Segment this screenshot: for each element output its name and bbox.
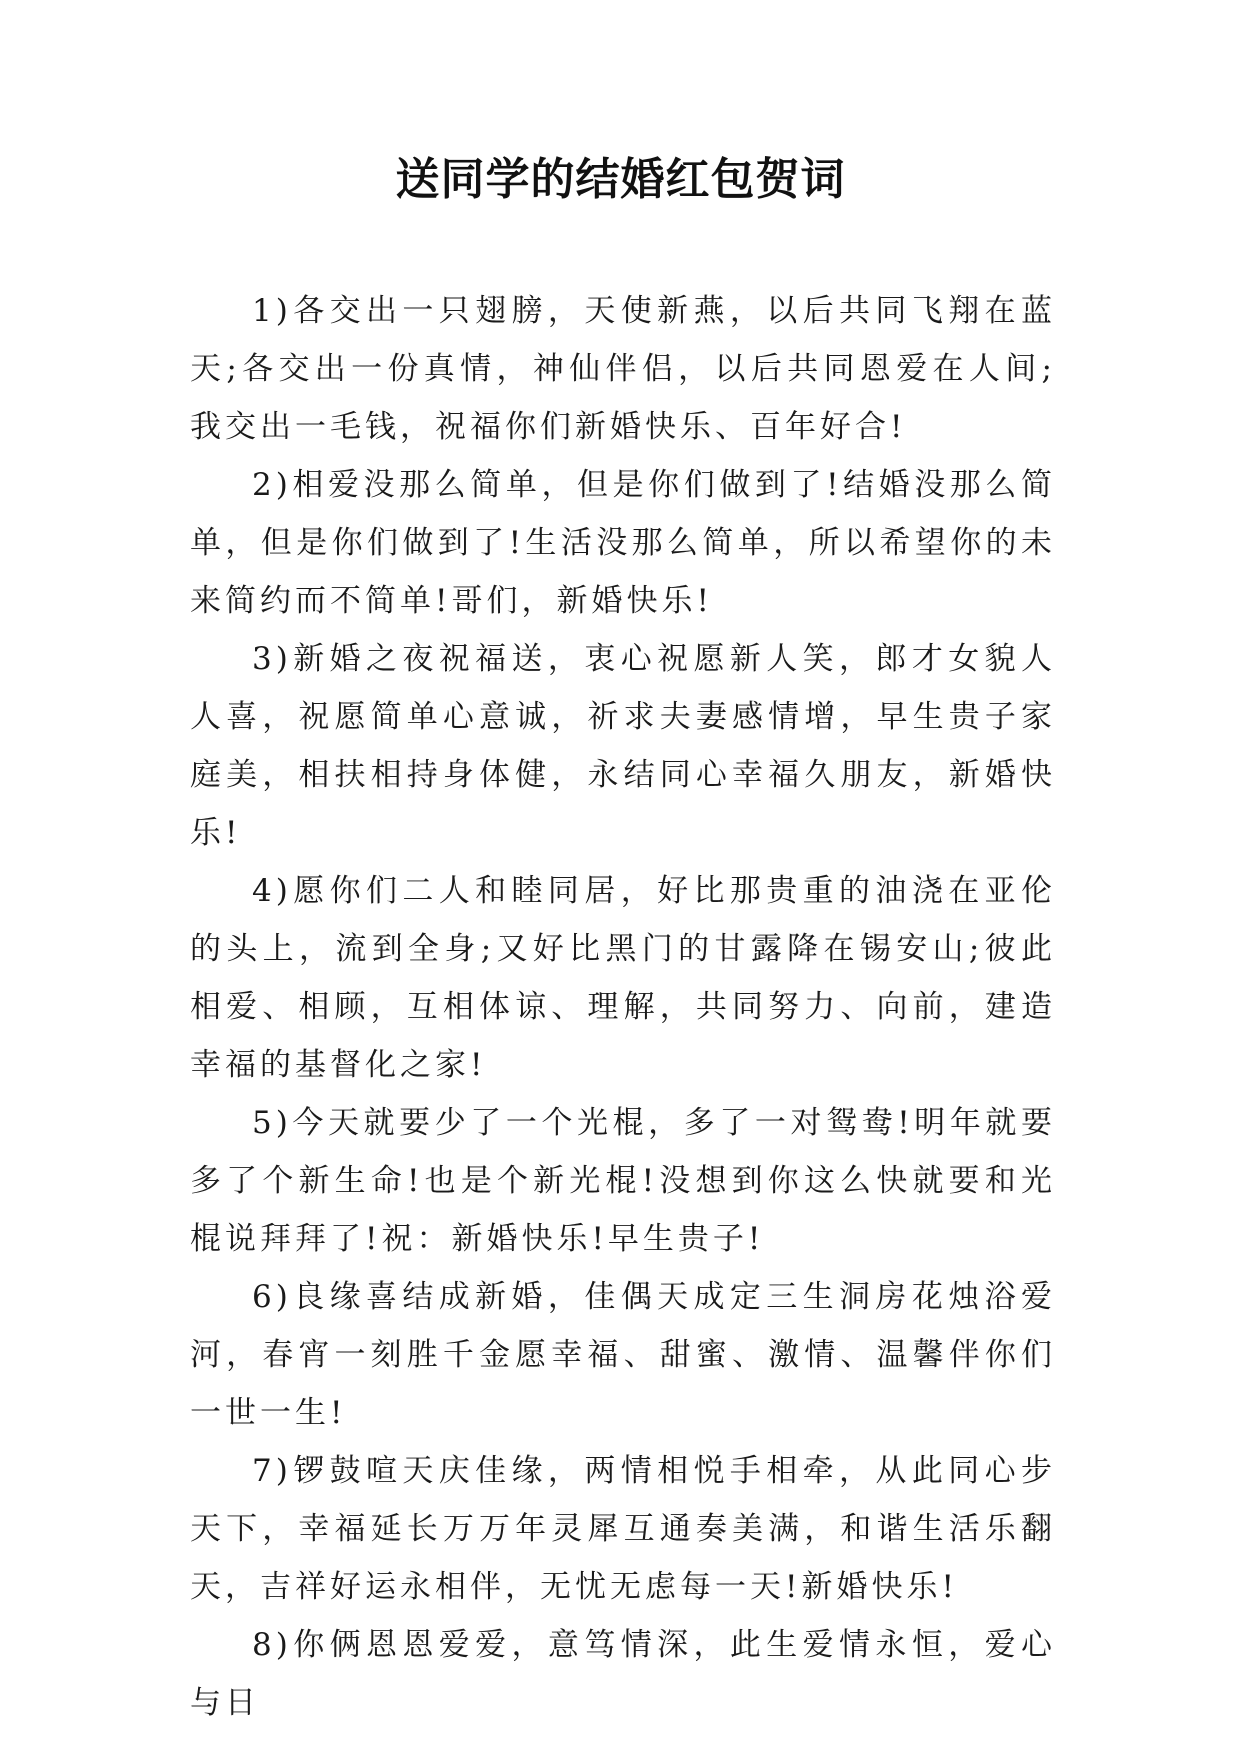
paragraph-2: 2)相爱没那么简单，但是你们做到了!结婚没那么简单，但是你们做到了!生活没那么简单，所以希望你的未来简约而不简单!哥们，新婚快乐!: [190, 467, 1056, 619]
document-body: [190, 282, 1056, 1732]
paragraph-7: 7)锣鼓喧天庆佳缘，两情相悦手相牵，从此同心步天下，幸福延长万万年灵犀互通奏美满，和谐生活乐翻天，吉祥好运永相伴，无忧无虑每一天!新婚快乐!: [190, 1453, 1056, 1605]
page-title: 送同学的结婚红包贺词: [395, 154, 846, 205]
paragraph-8: 8)你俩恩恩爱爱，意笃情深，此生爱情永恒，爱心与日: [190, 1627, 1056, 1721]
paragraph-6: 6)良缘喜结成新婚，佳偶天成定三生洞房花烛浴爱河，春宵一刻胜千金愿幸福、甜蜜、激情、温馨伴你们一世一生!: [190, 1279, 1056, 1431]
paragraph-3: 3)新婚之夜祝福送，衷心祝愿新人笑，郎才女貌人人喜，祝愿简单心意诚，祈求夫妻感情增，早生贵子家庭美，相扶相持身体健，永结同心幸福久朋友，新婚快乐!: [190, 641, 1056, 851]
paragraph-5: 5)今天就要少了一个光棍，多了一对鸳鸯!明年就要多了个新生命!也是个新光棍!没想到你这么快就要和光棍说拜拜了!祝：新婚快乐!早生贵子!: [190, 1105, 1056, 1257]
paragraph-4: 4)愿你们二人和睦同居，好比那贵重的油浇在亚伦的头上，流到全身;又好比黑门的甘露降在锡安山;彼此相爱、相顾，互相体谅、理解，共同努力、向前，建造幸福的基督化之家!: [190, 873, 1056, 1083]
paragraph-1: 1)各交出一只翅膀，天使新燕，以后共同飞翔在蓝天;各交出一份真情，神仙伴侣，以后共同恩爱在人间;我交出一毛钱，祝福你们新婚快乐、百年好合!: [190, 293, 1056, 445]
